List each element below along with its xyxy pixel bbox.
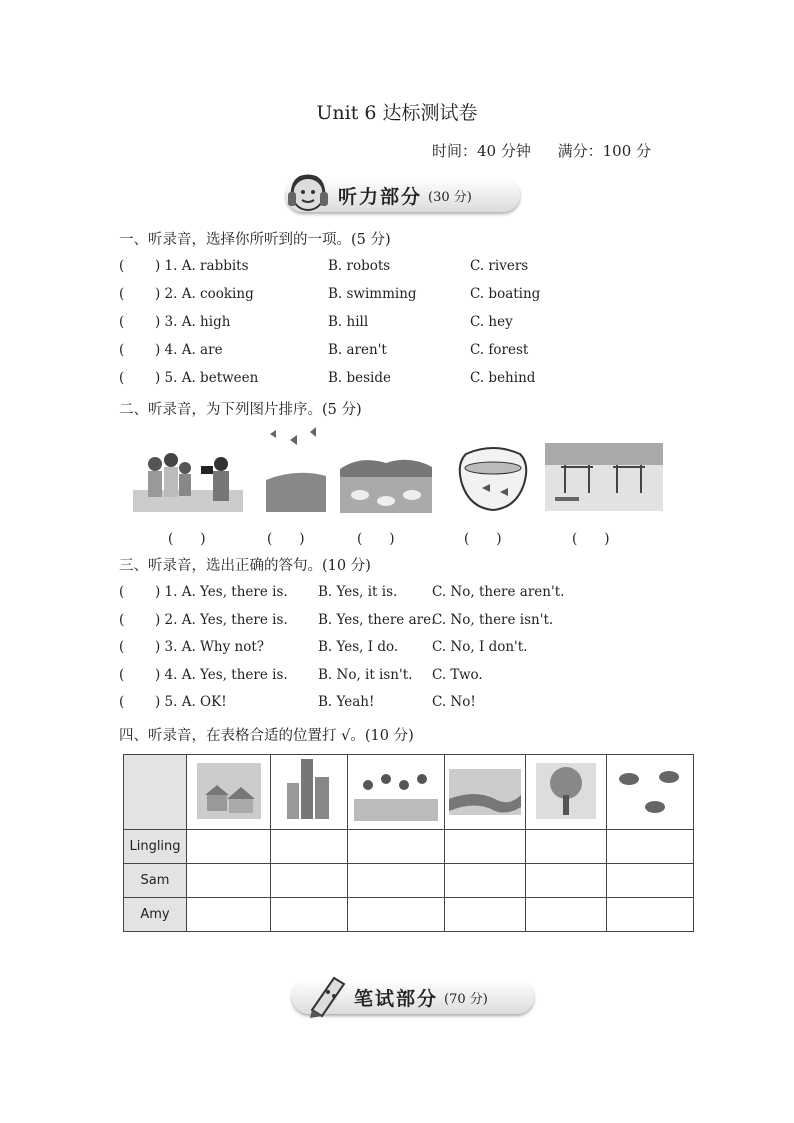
question-option-a: ) 5. A. between — [155, 370, 259, 386]
listening-label: 听力部分 — [338, 185, 423, 208]
question-option-b: B. robots — [328, 258, 391, 274]
tick-cell[interactable] — [348, 898, 445, 932]
picture-city-cell — [271, 755, 348, 830]
answer-paren[interactable]: ( — [119, 342, 125, 358]
section-3-heading: 三、听录音，选出正确的答句。(10 分) — [119, 558, 371, 574]
question-option-c: C. Two. — [432, 666, 483, 683]
answer-paren[interactable]: ( — [119, 286, 125, 302]
table-row — [124, 755, 694, 830]
tick-cell[interactable] — [271, 864, 348, 898]
picture-river-cell — [445, 755, 526, 830]
birds-icon — [607, 755, 693, 825]
picture-playground — [545, 443, 663, 511]
question-option-a: ) 4. A. Yes, there is. — [155, 666, 288, 683]
answer-blank-picture-3[interactable]: ( ) — [357, 531, 395, 547]
listening-points: (30 分) — [428, 189, 472, 205]
question-option-b: B. Yeah! — [318, 694, 375, 710]
picture-flowers-cell — [348, 755, 445, 830]
picture-family-photo — [133, 450, 243, 512]
answer-blank-picture-4[interactable]: ( ) — [464, 531, 502, 547]
answer-paren[interactable]: ( — [119, 666, 125, 683]
question-option-c: C. forest — [470, 342, 529, 358]
question-option-c: C. boating — [470, 286, 541, 302]
question-option-b: B. No, it isn't. — [318, 666, 413, 683]
tick-cell[interactable] — [445, 898, 526, 932]
tick-cell[interactable] — [607, 898, 694, 932]
question-option-b: B. Yes, I do. — [318, 639, 399, 655]
answer-blank-picture-2[interactable]: ( ) — [267, 531, 305, 547]
tick-cell[interactable] — [348, 864, 445, 898]
tick-cell[interactable] — [187, 898, 271, 932]
pencil-icon — [304, 972, 350, 1020]
tick-cell[interactable] — [607, 864, 694, 898]
answer-paren[interactable]: ( — [119, 370, 125, 386]
table-row — [124, 898, 694, 932]
question-option-c: C. hey — [470, 314, 513, 330]
section-1-heading: 一、听录音，选择你所听到的一项。(5 分) — [119, 232, 391, 248]
question-option-c: C. No, there isn't. — [432, 611, 554, 628]
picture-ducks-lake — [340, 455, 432, 513]
section-4-heading: 四、听录音，在表格合适的位置打 √。(10 分) — [119, 728, 414, 744]
writing-label: 笔试部分 — [354, 987, 439, 1010]
writing-banner — [292, 980, 534, 1014]
tick-cell[interactable] — [271, 898, 348, 932]
full-score: 满分：100 分 — [557, 142, 652, 160]
question-option-a: ) 2. A. Yes, there is. — [155, 611, 288, 628]
tick-cell[interactable] — [526, 830, 607, 864]
question-option-b: B. Yes, there are. — [318, 611, 436, 628]
table-corner — [124, 755, 187, 830]
answer-paren[interactable]: ( — [119, 314, 125, 330]
question-option-a: ) 2. A. cooking — [155, 286, 254, 302]
picture-butterflies-field — [266, 424, 326, 512]
tick-table — [123, 754, 694, 932]
flowers-icon — [348, 755, 444, 825]
question-option-b: B. hill — [328, 314, 369, 330]
question-option-a: ) 4. A. are — [155, 342, 223, 358]
question-option-a: ) 3. A. high — [155, 314, 231, 330]
answer-paren[interactable]: ( — [119, 694, 125, 710]
answer-paren[interactable]: ( — [119, 584, 125, 600]
answer-paren[interactable]: ( — [119, 611, 125, 628]
question-option-b: B. Yes, it is. — [318, 584, 398, 600]
trees-icon — [526, 755, 606, 825]
question-option-c: C. No, there aren't. — [432, 584, 565, 600]
question-option-c: C. rivers — [470, 258, 529, 274]
page-title: Unit 6 达标测试卷 — [316, 102, 478, 124]
name-cell: Amy — [124, 898, 187, 932]
tick-cell[interactable] — [445, 830, 526, 864]
tick-cell[interactable] — [526, 898, 607, 932]
name-cell: Lingling — [124, 830, 187, 864]
question-option-c: C. No, I don't. — [432, 639, 528, 655]
tick-cell[interactable] — [187, 830, 271, 864]
question-option-a: ) 3. A. Why not? — [155, 639, 265, 655]
tick-cell[interactable] — [526, 864, 607, 898]
answer-blank-picture-1[interactable]: ( ) — [168, 531, 206, 547]
exam-meta — [432, 140, 673, 161]
table-row — [124, 830, 694, 864]
answer-paren[interactable]: ( — [119, 639, 125, 655]
picture-village-cell — [187, 755, 271, 830]
tick-cell[interactable] — [445, 864, 526, 898]
tick-cell[interactable] — [271, 830, 348, 864]
question-option-a: ) 1. A. Yes, there is. — [155, 584, 288, 600]
headphones-icon — [284, 170, 332, 218]
table-row — [124, 864, 694, 898]
village-icon — [187, 755, 270, 825]
question-option-b: B. beside — [328, 370, 392, 386]
tick-cell[interactable] — [187, 864, 271, 898]
time-limit: 时间：40 分钟 — [432, 142, 531, 160]
city-icon — [271, 755, 347, 825]
question-option-a: ) 1. A. rabbits — [155, 258, 249, 274]
question-option-b: B. swimming — [328, 286, 417, 302]
name-cell: Sam — [124, 864, 187, 898]
question-option-c: C. No! — [432, 694, 476, 710]
question-option-c: C. behind — [470, 370, 536, 386]
picture-goldfish-bowl — [456, 444, 530, 512]
section-2-heading: 二、听录音，为下列图片排序。(5 分) — [119, 402, 362, 418]
picture-trees-cell — [526, 755, 607, 830]
listening-banner — [286, 178, 520, 212]
answer-blank-picture-5[interactable]: ( ) — [572, 531, 610, 547]
writing-points: (70 分) — [444, 991, 488, 1007]
question-option-a: ) 5. A. OK! — [155, 694, 227, 710]
answer-paren[interactable]: ( — [119, 258, 125, 274]
tick-cell[interactable] — [348, 830, 445, 864]
tick-cell[interactable] — [607, 830, 694, 864]
picture-birds-cell — [607, 755, 694, 830]
river-icon — [445, 755, 525, 825]
question-option-b: B. aren't — [328, 342, 387, 358]
